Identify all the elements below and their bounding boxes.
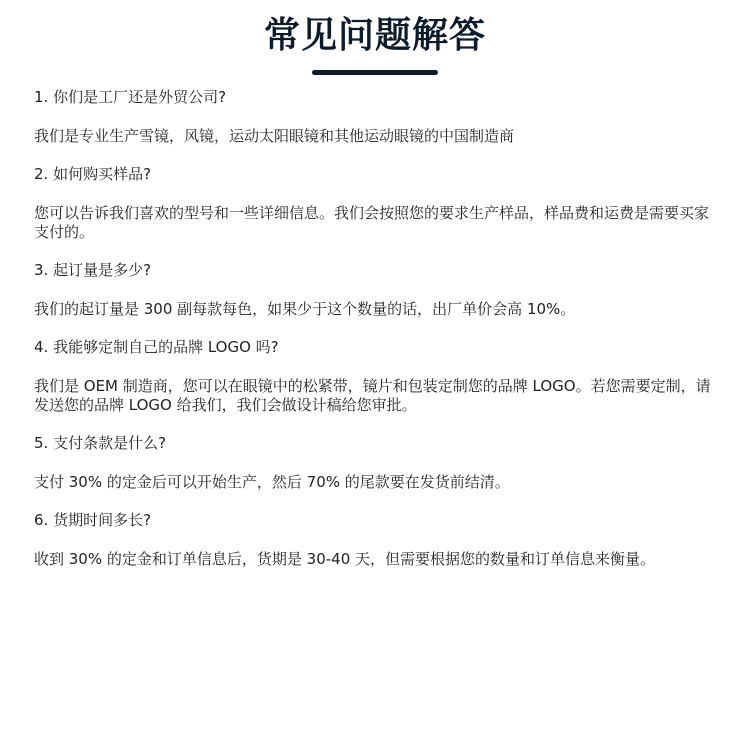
faq-question-3: 3. 起订量是多少? [34, 261, 152, 279]
faq-answer-4: 我们是 OEM 制造商，您可以在眼镜中的松紧带，镜片和包装定制您的品牌 LOGO。若您需要定制，请发送您的品牌 LOGO 给我们，我们会做设计稿给您审批。 [34, 377, 711, 414]
faq-item-4 [34, 338, 718, 415]
faq-question-4: 4. 我能够定制自己的品牌 LOGO 吗? [34, 338, 279, 356]
faq-question-5: 5. 支付条款是什么? [34, 434, 167, 452]
faq-item-6 [34, 511, 718, 569]
page-title: 常见问题解答 [263, 15, 486, 56]
faq-answer-5: 支付 30% 的定金后可以开始生产，然后 70% 的尾款要在发货前结清。 [34, 473, 510, 491]
title-underline [312, 70, 438, 75]
page-header [0, 10, 750, 75]
faq-list [34, 88, 718, 588]
faq-item-3 [34, 261, 718, 319]
faq-answer-2: 您可以告诉我们喜欢的型号和一些详细信息。我们会按照您的要求生产样品，样品费和运费是需要买家支付的。 [34, 204, 710, 241]
faq-item-2 [34, 165, 718, 242]
faq-question-1: 1. 你们是工厂还是外贸公司? [34, 88, 227, 106]
faq-answer-6: 收到 30% 的定金和订单信息后，货期是 30-40 天，但需要根据您的数量和订单信息来衡量。 [34, 550, 656, 568]
faq-question-2: 2. 如何购买样品? [34, 165, 152, 183]
faq-item-5 [34, 434, 718, 492]
faq-item-1 [34, 88, 718, 146]
faq-answer-1: 我们是专业生产雪镜，风镜，运动太阳眼镜和其他运动眼镜的中国制造商 [34, 127, 515, 145]
faq-answer-3: 我们的起订量是 300 副每款每色，如果少于这个数量的话，出厂单价会高 10%。 [34, 300, 576, 318]
faq-question-6: 6. 货期时间多长? [34, 511, 152, 529]
